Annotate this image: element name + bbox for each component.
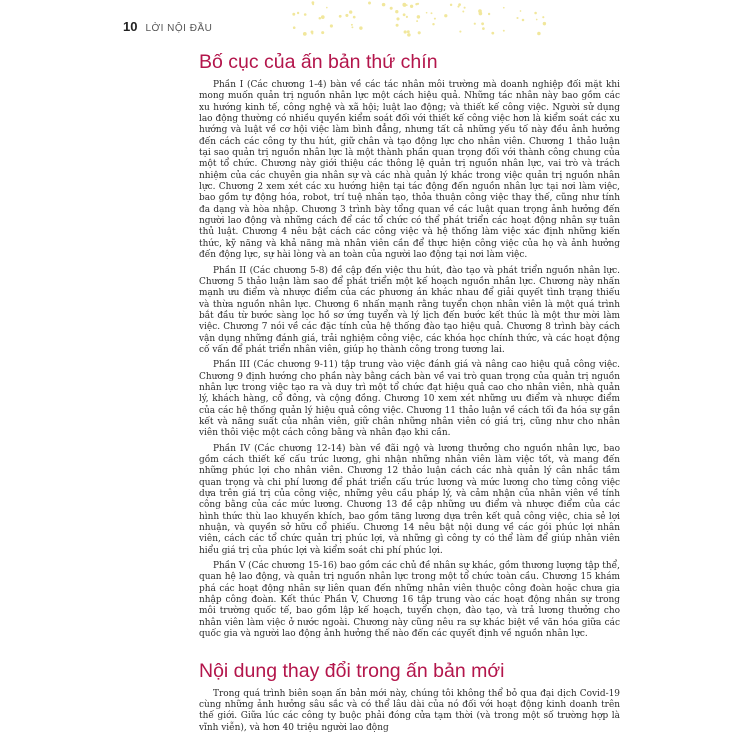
- decorative-dot: [395, 10, 398, 13]
- decorative-dot: [434, 18, 436, 20]
- decorative-dot: [312, 3, 314, 5]
- decorative-dot: [293, 26, 296, 29]
- decorative-dot: [474, 23, 476, 25]
- decorative-dot: [537, 32, 541, 36]
- decorative-dot: [403, 13, 406, 16]
- decorative-dot: [353, 16, 356, 19]
- paragraph: Phần V (Các chương 15-16) bao gồm các chủ đề nhân sự khác, gồm thương lượng tập thể, quan hệ lao động, và quản trị nguồn nhân lực trong một tổ chức toàn cầu. Chương 15 khám phá các hoạt động nhân sự liên quan đến những nhân viên thuộc công đoàn hoặc chưa gia nhập công đoàn. Kết thúc Phần V, Chương 16 tập trung vào các hoạt động nhân sự trong môi trường quốc tế, bao gồm lập kế hoạch, tuyển chọn, đào tạo, và trả lương thưởng cho nhân viên làm việc ở nước ngoài. Chương này cũng nêu ra sự khác biệt về văn hóa giữa các quốc gia và người lao động ảnh hưởng thế nào đến các quyết định về nguồn nhân lực.: [199, 561, 620, 640]
- decorative-dot: [450, 4, 452, 6]
- decorative-dot: [522, 19, 525, 22]
- paragraph: Phần IV (Các chương 12-14) bàn về đãi ngộ và lương thưởng cho nguồn nhân lực, bao gồm cách thiết kế cấu trúc lương, ghi nhận những nhân viên làm việc tốt, và mang đến những phúc lợi cho nhân viên. Chương 12 thảo luận cách các nhà quản lý cân nhắc tầm quan trọng và chi phí lương để phát triển cấu trúc lương và mức lương cho từng công việc dựa trên giá trị của công việc, những yêu cầu pháp lý, và cảm nhận của nhân viên về tính công bằng của các mức lương. Chương 13 đề cập những ưu điểm và nhược điểm của các hình thức thù lao khuyến khích, bao gồm tăng lương dựa trên kết quả công việc, chia sẻ lợi nhuận, và quyền sở hữu cổ phiếu. Chương 14 nêu bật nội dung về các gói phúc lợi nhân viên, cách các tổ chức quản trị phúc lợi, và những gì công ty có thể làm để giúp nhân viên hiểu giá trị của phúc lợi và kiểm soát chi phí phúc lợi.: [199, 443, 620, 556]
- decorative-dot: [339, 15, 342, 18]
- decorative-dot: [458, 3, 461, 6]
- paragraph: Phần II (Các chương 5-8) đề cập đến việc thu hút, đào tạo và phát triển nguồn nhân lực. Chương 5 thảo luận làm sao để phát triển một kế hoạch nguồn nhân lực. Chương này nhấn mạnh ưu điểm và nhược điểm của các phương án khác nhau để giải quyết tình trạng thiếu và thừa nguồn nhân lực. Chương 6 nhấn mạnh rằng tuyển chọn nhân viên là một quá trình bắt đầu từ bước sàng lọc hồ sơ ứng tuyển và lý lịch đến bước kết thúc là một thư mời làm việc. Chương 7 nói về các đặc tính của hệ thống đào tạo hiệu quả. Chương 8 trình bày cách vận dụng những đánh giá, trải nghiệm công việc, các khóa học chính thức, và các hoạt động cố vấn để phát triển nhân viên, giúp họ thành công trong tương lai.: [199, 265, 620, 355]
- decorative-dot: [432, 23, 434, 25]
- paragraph: Trong quá trình biên soạn ấn bản mới này, chúng tôi không thể bỏ qua đại dịch Covid-19 cùng những ảnh hưởng sâu sắc và có thể lâu dài của nó đối với hoạt động kinh doanh trên thế giới. Giữa lúc các công ty buộc phải đóng cửa tạm thời (và trong một số trường hợp là vĩnh viễn), và hơn 40 triệu người lao động: [199, 688, 620, 733]
- decorative-dot: [390, 7, 393, 10]
- decorative-dot: [326, 7, 328, 9]
- decorative-dot: [407, 30, 410, 33]
- decorative-dot: [503, 30, 505, 32]
- decorative-dot: [345, 14, 348, 17]
- decorative-dot: [382, 3, 386, 7]
- decorative-dot: [321, 31, 324, 34]
- decorative-dot: [406, 16, 408, 18]
- decorative-dot: [416, 20, 418, 22]
- decorative-dot: [482, 27, 485, 30]
- page-number: 10: [123, 19, 138, 34]
- decorative-dot: [304, 13, 307, 16]
- decorative-dot: [418, 31, 421, 34]
- decorative-dot: [415, 3, 417, 5]
- decorative-dot: [417, 15, 420, 18]
- page-header: [123, 18, 212, 36]
- decorative-dot: [459, 31, 461, 33]
- decorative-dot: [402, 3, 406, 7]
- decorative-dot: [319, 17, 322, 20]
- page-body: [199, 50, 620, 734]
- decorative-dot: [351, 24, 353, 26]
- decorative-dot: [488, 13, 490, 15]
- decorative-dot: [404, 30, 407, 33]
- decorative-dot: [491, 32, 494, 35]
- decorative-dot-pattern: [290, 0, 550, 38]
- paragraph: Phần III (Các chương 9-11) tập trung vào việc đánh giá và nâng cao hiệu quả công việc. Chương 9 định hướng cho phần này bằng cách bàn về vai trò quan trọng của quản trị nguồn nhân lực trong việc tạo ra và duy trì một tổ chức đạt hiệu quả cao cho nhân viên, nhà quản lý, khách hàng, cổ đông, và cộng đồng. Chương 10 xem xét những ưu điểm và nhược điểm của các hệ thống quản lý hiệu quả công việc. Chương 11 thảo luận về cách tối đa hóa sự gắn kết và năng suất của nhân viên, giữ chân những nhân viên có giá trị, cũng như cho nhân viên thôi việc một cách công bằng và nhân đạo khi cần.: [199, 360, 620, 439]
- decorative-dot: [444, 14, 447, 17]
- decorative-dot: [544, 23, 546, 25]
- section-structure: [199, 50, 620, 641]
- decorative-dot: [368, 2, 371, 5]
- decorative-dot: [349, 10, 352, 13]
- decorative-dot: [534, 12, 537, 15]
- decorative-dot: [536, 19, 538, 21]
- decorative-dot: [426, 12, 428, 14]
- decorative-dot: [311, 32, 313, 34]
- decorative-dot: [462, 11, 464, 13]
- decorative-dot: [481, 22, 484, 25]
- decorative-dot: [396, 17, 399, 20]
- decorative-dot: [479, 12, 483, 16]
- decorative-dot: [542, 16, 544, 18]
- decorative-dot: [359, 26, 362, 29]
- decorative-dot: [503, 7, 505, 9]
- decorative-dot: [396, 24, 399, 27]
- decorative-dot: [516, 17, 518, 19]
- section-changes: [199, 659, 620, 734]
- decorative-dot: [351, 26, 353, 28]
- decorative-dot: [297, 12, 299, 14]
- decorative-dot: [292, 13, 295, 16]
- running-title: LỜI NỘI ĐẦU: [145, 23, 213, 34]
- decorative-dot: [410, 5, 413, 8]
- decorative-dot: [321, 15, 325, 19]
- decorative-dot: [407, 33, 411, 37]
- section-heading: Bố cục của ấn bản thứ chín: [199, 51, 438, 73]
- decorative-dot: [520, 10, 522, 12]
- decorative-dot: [303, 32, 307, 36]
- decorative-dot: [457, 6, 459, 8]
- decorative-dot: [431, 12, 433, 14]
- section-heading: Nội dung thay đổi trong ấn bản mới: [199, 659, 505, 682]
- paragraph: Phần I (Các chương 1-4) bàn về các tác nhân môi trường mà doanh nghiệp đối mặt khi mong muốn quản trị nguồn nhân lực một cách hiệu quả. Những tác nhân này bao gồm các xu hướng kinh tế, công nghệ và xã hội; luật lao động; và thiết kế công việc. Người sử dụng lao động thường có nhiều quyền kiểm soát đối với thiết kế công việc hơn là kiểm soát các xu hướng và luật về cơ hội việc làm bình đẳng, nhưng tất cả những yếu tố này đều ảnh hưởng đến cách các công ty thu hút, giữ chân và tạo động lực cho nhân viên. Chương 1 thảo luận tại sao quản trị nguồn nhân lực là một thành phần quan trọng đối với thành công chung của một tổ chức. Chương này giới thiệu các thông lệ quản trị nguồn nhân lực, vai trò và trách nhiệm của các chuyên gia nhân sự và các nhà quản lý khác trong việc quản trị nguồn nhân lực. Chương 2 xem xét các xu hướng hiện tại tác động đến nguồn nhân lực tại nơi làm việc, bao gồm tự động hóa, robot, trí tuệ nhân tạo, thỏa thuận công việc thay thế, cũng như tính đa dạng và hòa nhập. Chương 3 trình bày tổng quan về các luật quan trọng ảnh hưởng đến người lao động và những cách để các tổ chức có thể phát triển các hoạt động nhân sự tuân thủ luật. Chương 4 nêu bật cách các công việc và hệ thống làm việc xác định những kiến thức, kỹ năng và khả năng mà nhân viên cần để thực hiện công việc của họ và ảnh hưởng đến động lực, sự hài lòng và an toàn của người lao động tại nơi làm việc.: [199, 80, 620, 261]
- decorative-dot: [464, 7, 466, 9]
- decorative-dot: [330, 24, 333, 27]
